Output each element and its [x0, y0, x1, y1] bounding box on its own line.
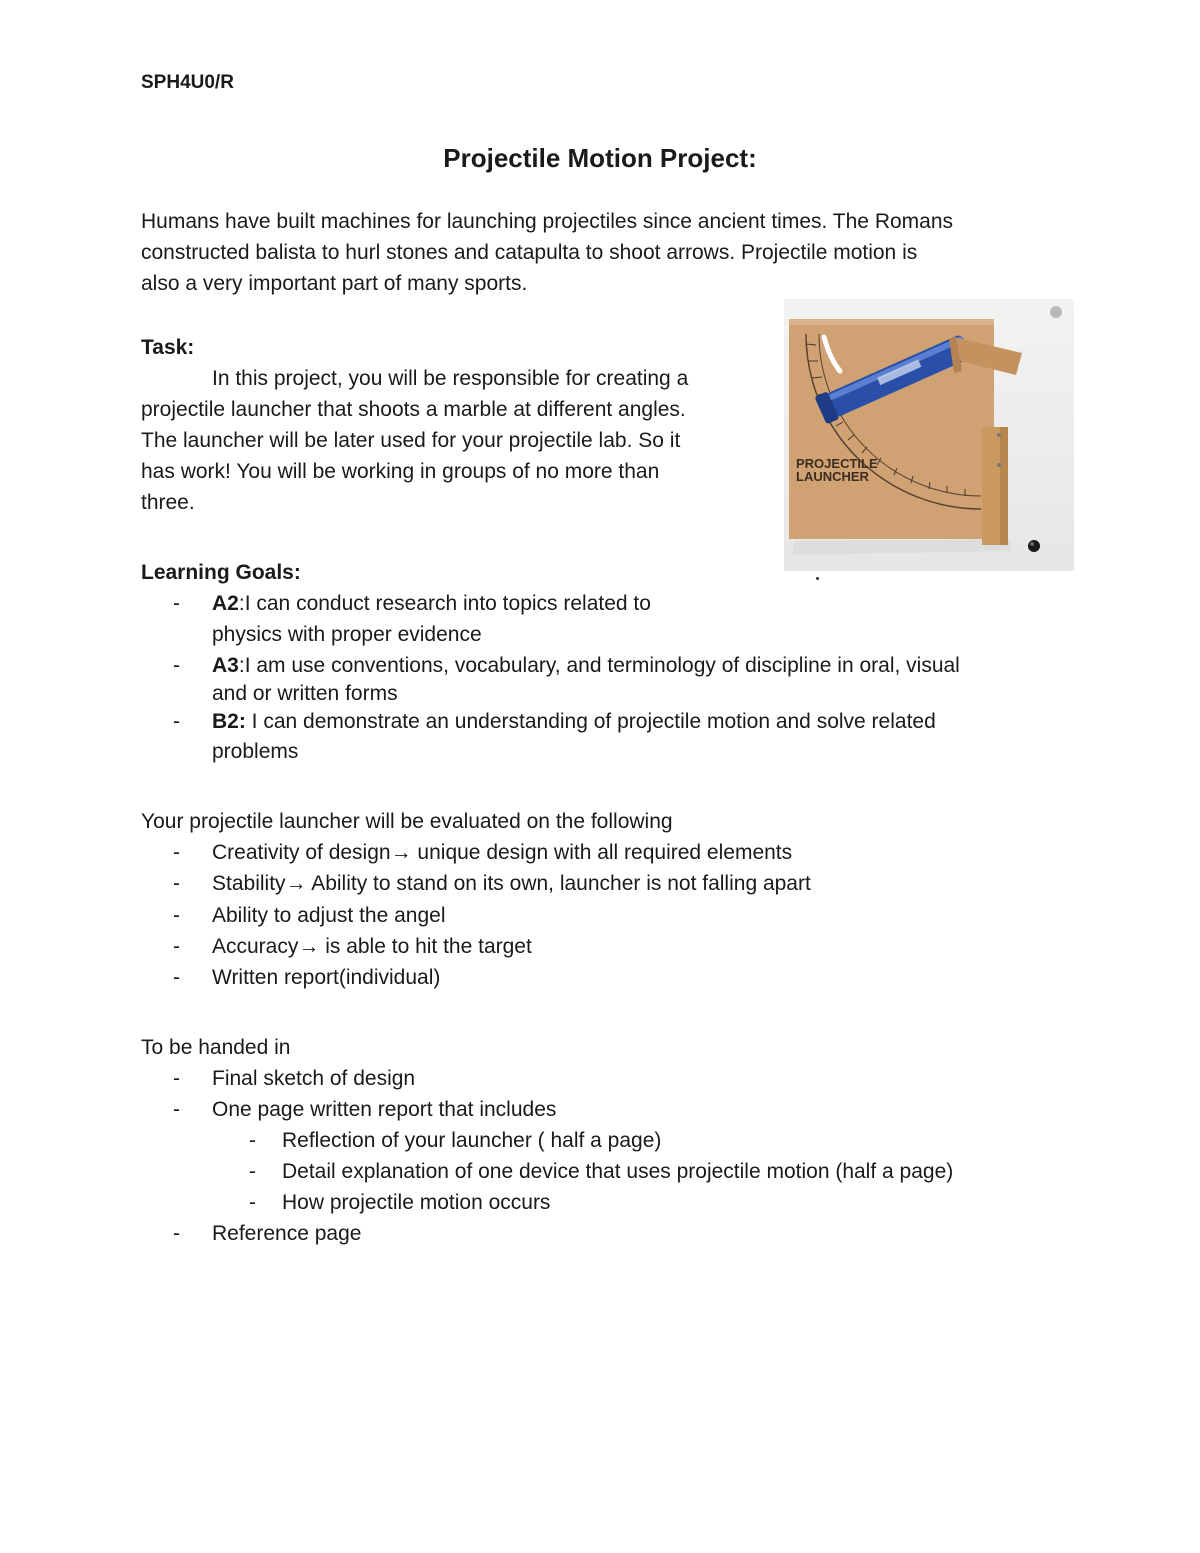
page-title: Projectile Motion Project:: [443, 143, 757, 173]
goal-text-cont: problems: [212, 740, 299, 763]
intro-line: also a very important part of many sports.: [141, 272, 528, 295]
evaluation-item: Creativity of design→ unique design with all required elements: [212, 841, 793, 864]
decorative-dot: [816, 577, 819, 580]
handin-subitem: Detail explanation of one device that uses projectile motion (half a page): [282, 1160, 954, 1183]
learning-goals-heading: Learning Goals:: [141, 561, 301, 584]
launcher-label-2: LAUNCHER: [796, 469, 869, 484]
bullet-dash: -: [173, 872, 180, 895]
handin-intro: To be handed in: [141, 1036, 291, 1059]
intro-line: Humans have built machines for launching projectiles since ancient times. The Romans: [141, 210, 954, 233]
evaluation-item: Accuracy→ is able to hit the target: [212, 935, 532, 958]
bullet-dash: -: [173, 1067, 180, 1090]
goal-item: [212, 592, 651, 616]
bullet-dash: -: [173, 841, 180, 864]
bullet-dash: -: [173, 654, 180, 677]
task-line: In this project, you will be responsible for creating a: [212, 367, 689, 390]
goal-item: [212, 710, 936, 734]
bullet-dash: -: [173, 935, 180, 958]
goal-text: I am use conventions, vocabulary, and terminology of discipline in oral, visual: [244, 654, 960, 677]
handin-item: Final sketch of design: [212, 1067, 416, 1090]
evaluation-item: Written report(individual): [212, 966, 441, 989]
evaluation-item: Stability→ Ability to stand on its own, launcher is not falling apart: [212, 872, 811, 895]
bullet-dash: -: [173, 904, 180, 927]
bullet-dash: -: [173, 966, 180, 989]
evaluation-item: Ability to adjust the angel: [212, 904, 446, 927]
task-line: three.: [141, 491, 195, 514]
launcher-photo: [784, 299, 1074, 571]
bullet-dash: -: [173, 1098, 180, 1121]
bullet-dash: -: [173, 710, 180, 733]
task-line: has work! You will be working in groups of no more than: [141, 460, 660, 483]
handin-subitem: Reflection of your launcher ( half a page): [282, 1129, 662, 1152]
sub-bullet-dash: -: [249, 1191, 256, 1214]
task-line: The launcher will be later used for your projectile lab. So it: [141, 429, 681, 452]
goal-code: B2:: [212, 710, 246, 733]
sub-bullet-dash: -: [249, 1160, 256, 1183]
sub-bullet-dash: -: [249, 1129, 256, 1152]
goal-item: [212, 654, 960, 678]
evaluation-intro: Your projectile launcher will be evaluated on the following: [141, 810, 673, 833]
goal-code: A2: [212, 592, 239, 615]
launcher-label-1: PROJECTILE: [796, 456, 878, 471]
task-line: projectile launcher that shoots a marble at different angles.: [141, 398, 686, 421]
goal-text: I can conduct research into topics related to: [244, 592, 651, 615]
handin-item: One page written report that includes: [212, 1098, 557, 1121]
handin-subitem: How projectile motion occurs: [282, 1191, 551, 1214]
goal-text: I can demonstrate an understanding of projectile motion and solve related: [245, 710, 936, 733]
handin-item: Reference page: [212, 1222, 362, 1245]
bullet-dash: -: [173, 592, 180, 615]
goal-sep: :: [238, 592, 245, 615]
intro-line: constructed balista to hurl stones and catapulta to shoot arrows. Projectile motion is: [141, 241, 918, 264]
goal-text-cont: and or written forms: [212, 682, 398, 705]
goal-text-cont: physics with proper evidence: [212, 623, 482, 646]
bullet-dash: -: [173, 1222, 180, 1245]
goal-code: A3: [212, 654, 239, 677]
course-code: SPH4U0/R: [141, 72, 234, 93]
task-heading: Task:: [141, 336, 195, 359]
goal-sep: :: [238, 654, 245, 677]
